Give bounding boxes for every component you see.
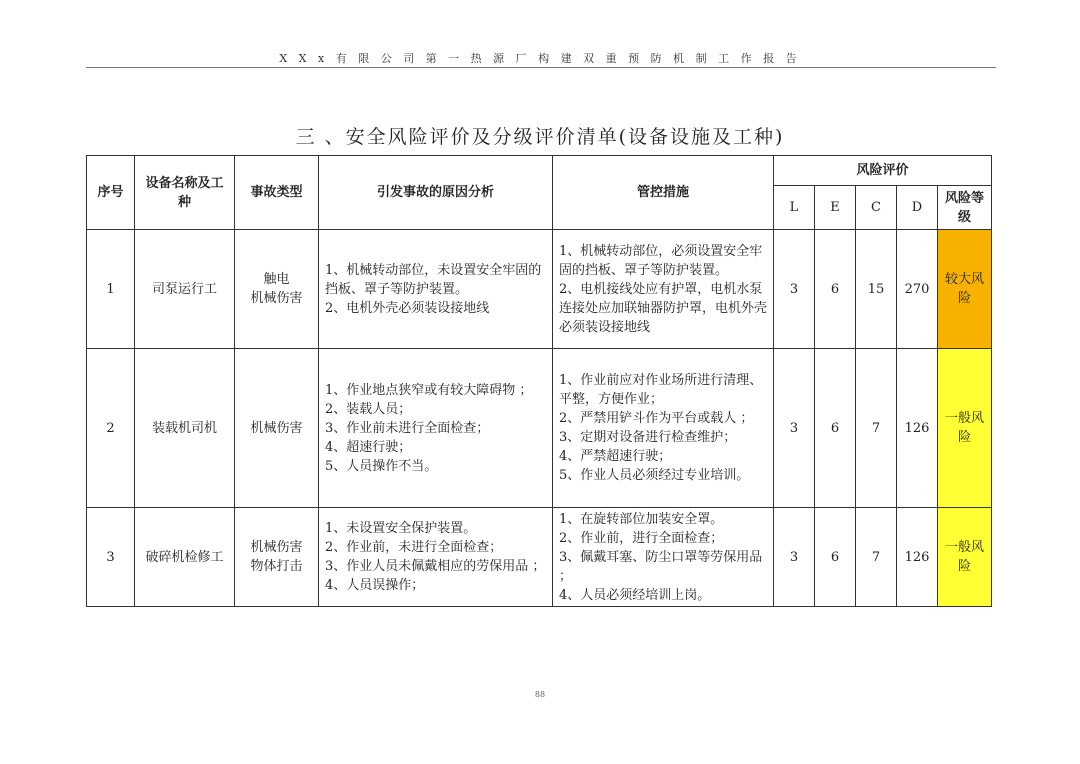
cell-seq: 1: [87, 230, 135, 349]
page-title: 三 、安全风险评价及分级评价清单(设备设施及工种): [295, 126, 785, 148]
cell-D: 126: [897, 508, 938, 607]
control-item: 5、作业人员必须经过专业培训。: [559, 468, 750, 483]
control-item: 2、电机接线处应有护罩，电机水泵连接处应加联轴器防护罩，电机外壳必须装设接地线: [559, 281, 768, 335]
cause-item: 2、电机外壳必须装设接地线: [325, 300, 490, 316]
cell-equipment: 破碎机检修工: [135, 508, 235, 607]
table-row: [87, 508, 992, 607]
cell-seq: 3: [87, 508, 135, 607]
cause-item: 1、作业地点狭窄或有较大障碍物 ；: [325, 382, 533, 398]
header-C: C: [856, 186, 897, 230]
header-equipment: 设备名称及工种: [135, 156, 235, 230]
report-header: X X x 有 限 公 司 第 一 热 源 厂 构 建 双 重 预 防 机 制 工 作 报 告: [279, 52, 801, 65]
cell-accident-type: 触电 机械伤害: [235, 230, 319, 349]
header-accident-type: 事故类型: [235, 156, 319, 230]
control-item: 3、佩戴耳塞、防尘口罩等劳保用品 ；: [559, 549, 763, 584]
cell-C: 7: [856, 349, 897, 508]
cell-risk-level: 一般风险: [938, 349, 992, 508]
page-number: 88: [534, 690, 546, 699]
cell-accident-type: 机械伤害: [235, 349, 319, 508]
cell-control: [553, 349, 774, 508]
header-cause: 引发事故的原因分析: [319, 156, 553, 230]
cell-E: 6: [815, 349, 856, 508]
cause-item: 1、未设置安全保护装置。: [325, 521, 477, 536]
cell-cause: [319, 349, 553, 508]
cause-item: 3、作业人员未佩戴相应的劳保用品 ；: [325, 559, 546, 574]
cell-equipment: 装载机司机: [135, 349, 235, 508]
cell-L: 3: [774, 508, 815, 607]
cell-risk-level: 较大风险: [938, 230, 992, 349]
table-header-row: [87, 156, 992, 186]
cell-E: 6: [815, 508, 856, 607]
cell-control: [553, 230, 774, 349]
control-item: 1、在旋转部位加装安全罩。: [559, 511, 724, 527]
risk-assessment-table: [86, 155, 992, 607]
header-divider: [86, 67, 996, 68]
cell-C: 15: [856, 230, 897, 349]
cell-L: 3: [774, 230, 815, 349]
cell-L: 3: [774, 349, 815, 508]
header-level: 风险等级: [938, 186, 992, 230]
control-item: 2、严禁用铲斗作为平台或载人 ；: [559, 411, 754, 426]
cause-item: 5、人员操作不当。: [325, 458, 438, 474]
cause-item: 1、机械转动部位，未设置安全牢固的挡板、罩子等防护装置。: [325, 262, 542, 297]
cell-E: 6: [815, 230, 856, 349]
cell-equipment: 司泵运行工: [135, 230, 235, 349]
control-item: 4、人员必须经培训上岗。: [559, 587, 711, 603]
cause-item: 2、作业前，未进行全面检查；: [325, 540, 503, 555]
cause-item: 4、超速行驶；: [325, 439, 412, 455]
control-item: 3、定期对设备进行检查维护；: [559, 430, 737, 445]
cell-cause: [319, 508, 553, 607]
cell-control: [553, 508, 774, 607]
header-D: D: [897, 186, 938, 230]
cell-D: 270: [897, 230, 938, 349]
header-E: E: [815, 186, 856, 230]
cell-D: 126: [897, 349, 938, 508]
control-item: 4、严禁超速行驶；: [559, 449, 672, 464]
header-L: L: [774, 186, 815, 230]
table-row: [87, 230, 992, 349]
control-item: 1、作业前应对作业场所进行清理、平整，方便作业；: [559, 373, 763, 407]
header-control: 管控措施: [553, 156, 774, 230]
cell-risk-level: 一般风险: [938, 508, 992, 607]
cause-item: 2、装载人员；: [325, 401, 412, 417]
cell-seq: 2: [87, 349, 135, 508]
cell-cause: [319, 230, 553, 349]
table-row: [87, 349, 992, 508]
cause-item: 4、人员误操作；: [325, 578, 425, 593]
control-item: 1、机械转动部位，必须设置安全牢固的挡板、罩子等防护装置。: [559, 243, 763, 278]
cause-item: 3、作业前未进行全面检查；: [325, 420, 490, 436]
header-risk-eval: 风险评价: [774, 156, 992, 186]
control-item: 2、作业前，进行全面检查；: [559, 530, 724, 546]
header-seq: 序号: [87, 156, 135, 230]
cell-accident-type: 机械伤害 物体打击: [235, 508, 319, 607]
cell-C: 7: [856, 508, 897, 607]
